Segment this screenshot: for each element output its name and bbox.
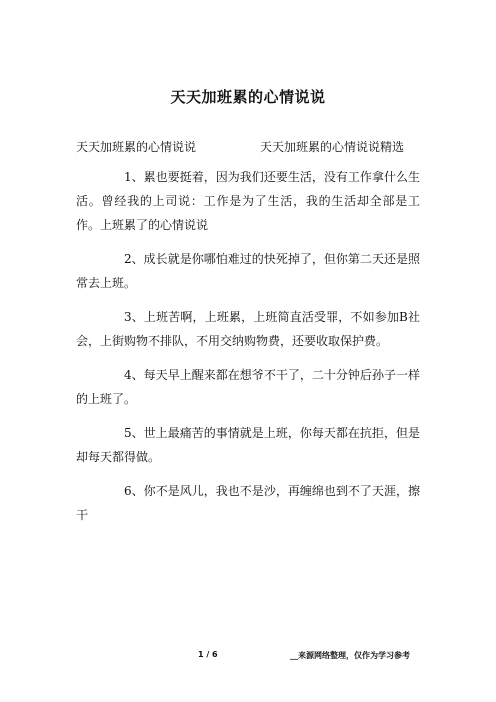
subtitle-right: 天天加班累的心情说说精选: [260, 140, 405, 154]
paragraph-3: 3、上班苦啊，上班累，上班简直活受罪，不如参加B社会，上街购物不排队，不用交纳购物费，还要收取保护费。: [76, 310, 420, 348]
subtitle-left: 天天加班累的心情说说: [76, 140, 197, 154]
page-footer: [0, 650, 496, 664]
paragraph-4: 4、每天早上醒来都在想爷不干了，二十分钟后孙子一样的上班了。: [76, 368, 420, 406]
paragraph-6: 6、你不是风儿，我也不是沙，再缠绵也到不了天涯，擦干: [76, 484, 420, 522]
paragraph-1: 1、累也要挺着，因为我们还要生活，没有工作拿什么生活。曾经我的上司说：工作是为了生活，我的生活却全部是工作。上班累了的心情说说: [76, 170, 420, 232]
subtitle-line: [76, 138, 404, 155]
source-note: __来源网络整理，仅作为学习参考: [290, 651, 410, 660]
body-text: [76, 165, 420, 537]
paragraph-2: 2、成长就是你哪怕难过的快死掉了，但你第二天还是照常去上班。: [76, 252, 420, 290]
paragraph-5: 5、世上最痛苦的事情就是上班，你每天都在抗拒，但是却每天都得做。: [76, 426, 420, 464]
page-title: 天天加班累的心情说说: [170, 88, 326, 106]
page-number: 1 / 6: [198, 650, 218, 659]
